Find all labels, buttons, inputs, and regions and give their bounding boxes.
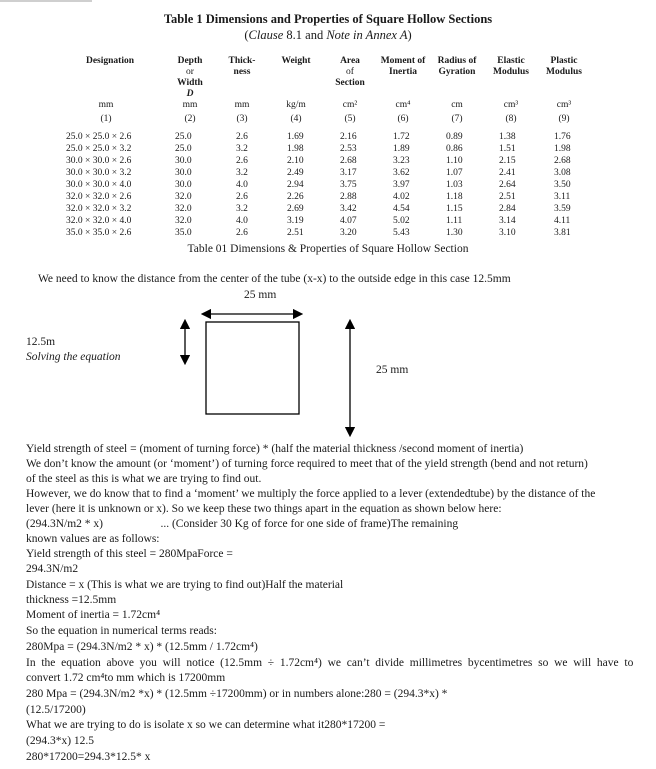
table-cell: 3.08: [554, 168, 571, 178]
table-cell: 1.03: [446, 180, 463, 190]
top-dimension-label: 25 mm: [244, 289, 277, 301]
table-cell: 30.0: [175, 168, 192, 178]
table-cell: 2.51: [287, 228, 304, 238]
body-line: 294.3N/m2: [26, 563, 79, 575]
table-cell: 2.6: [236, 156, 248, 166]
table-cell: 0.86: [446, 144, 463, 154]
solving-heading: Solving the equation: [26, 351, 121, 363]
table-cell: 3.75: [340, 180, 357, 190]
unit-cell: cm³: [503, 100, 519, 110]
table-cell: 4.02: [393, 192, 410, 202]
body-line: What we are trying to do is isolate x so we can determine what it280*17200 =: [26, 719, 386, 731]
table-cell: 1.18: [446, 192, 463, 202]
table-title: Table 1 Dimensions and Properties of Square Hollow Sections: [163, 12, 493, 26]
unit-cell: cm³: [556, 100, 572, 110]
table-cell: 3.50: [554, 180, 571, 190]
table-cell: 35.0: [175, 228, 192, 238]
table-cell: 30.0 × 30.0 × 3.2: [66, 168, 132, 178]
header-elastic: Elastic Modulus: [493, 56, 529, 77]
unit-cell: mm: [234, 100, 250, 110]
table-cell: 30.0: [175, 156, 192, 166]
table-cell: 32.0: [175, 204, 192, 214]
table-cell: 30.0 × 30.0 × 2.6: [66, 156, 132, 166]
table-cell: 3.11: [554, 192, 571, 202]
table-cell: 1.76: [554, 132, 571, 142]
table-cell: 25.0: [175, 132, 192, 142]
header-designation: Designation: [85, 56, 135, 66]
table-cell: 2.16: [340, 132, 357, 142]
column-number-cell: (5): [344, 114, 356, 124]
table-cell: 2.68: [554, 156, 571, 166]
body-line: convert 1.72 cm⁴to mm which is 17200mm: [26, 672, 226, 684]
column-number-cell: (1): [100, 114, 112, 124]
figure-intro: We need to know the distance from the center of the tube (x-x) to the outside edge in this case 12.5mm: [38, 273, 511, 285]
table-subtitle: (Clause 8.1 and Note in Annex A): [244, 28, 412, 42]
body-line: (294.3*x) 12.5: [26, 735, 95, 747]
body-line: We don’t know the amount (or ‘moment’) of turning force required to meet that of the yield strength (bend and not return): [26, 458, 588, 470]
table-cell: 35.0 × 35.0 × 2.6: [66, 228, 132, 238]
table-cell: 2.26: [287, 192, 304, 202]
header-area: Area of Section: [335, 56, 365, 88]
table-cell: 32.0: [175, 216, 192, 226]
right-dimension-label: 25 mm: [376, 364, 409, 376]
table-cell: 25.0 × 25.0 × 2.6: [66, 132, 132, 142]
table-cell: 32.0 × 32.0 × 2.6: [66, 192, 132, 202]
table-cell: 1.51: [499, 144, 516, 154]
header-moment: Moment of Inertia: [380, 56, 426, 77]
column-number-cell: (7): [451, 114, 463, 124]
table-cell: 30.0 × 30.0 × 4.0: [66, 180, 132, 190]
table-cell: 2.68: [340, 156, 357, 166]
table-cell: 3.23: [393, 156, 410, 166]
table-cell: 2.49: [287, 168, 304, 178]
table-cell: 3.42: [340, 204, 357, 214]
table-cell: 5.43: [393, 228, 410, 238]
column-number-cell: (8): [505, 114, 517, 124]
table-cell: 3.17: [340, 168, 357, 178]
column-number-cell: (4): [290, 114, 302, 124]
body-line: However, we do know that to find a ‘moment’ we multiply the force applied to a lever (extendedtube) by the distance of the: [26, 488, 596, 500]
body-line: known values are as follows:: [26, 533, 160, 545]
table-cell: 4.0: [236, 180, 248, 190]
table-cell: 1.07: [446, 168, 463, 178]
table-cell: 3.10: [499, 228, 516, 238]
body-line: So the equation in numerical terms reads:: [26, 625, 217, 637]
table-cell: 3.62: [393, 168, 410, 178]
table-cell: 1.72: [393, 132, 410, 142]
table-cell: 2.6: [236, 192, 248, 202]
body-line: Yield strength of this steel = 280MpaForce =: [26, 548, 233, 560]
table-cell: 3.20: [340, 228, 357, 238]
unit-cell: mm: [182, 100, 198, 110]
table-caption: Table 01 Dimensions & Properties of Square Hollow Section: [187, 243, 469, 255]
column-number-cell: (2): [184, 114, 196, 124]
body-line: thickness =12.5mm: [26, 594, 117, 606]
table-cell: 2.6: [236, 132, 248, 142]
square-section-diagram: [0, 300, 656, 460]
table-cell: 1.89: [393, 144, 410, 154]
header-weight: Weight: [281, 56, 311, 66]
table-cell: 4.0: [236, 216, 248, 226]
table-cell: 25.0 × 25.0 × 3.2: [66, 144, 132, 154]
table-cell: 2.6: [236, 228, 248, 238]
table-cell: 3.81: [554, 228, 571, 238]
table-cell: 3.14: [499, 216, 516, 226]
body-line: (294.3N/m2 * x) ... (Consider 30 Kg of force for one side of frame)The remaining: [26, 518, 459, 530]
body-line: Distance = x (This is what we are trying to find out)Half the material: [26, 579, 344, 591]
table-cell: 5.02: [393, 216, 410, 226]
table-cell: 2.53: [340, 144, 357, 154]
unit-cell: kg/m: [286, 100, 306, 110]
unit-cell: cm: [451, 100, 463, 110]
body-line: 280*17200=294.3*12.5* x: [26, 751, 151, 763]
header-radius: Radius of Gyration: [437, 56, 477, 77]
table-cell: 4.11: [554, 216, 571, 226]
table-cell: 1.69: [287, 132, 304, 142]
table-cell: 3.59: [554, 204, 571, 214]
header-thickness: Thick- ness: [228, 56, 256, 77]
table-cell: 3.97: [393, 180, 410, 190]
table-cell: 2.15: [499, 156, 516, 166]
body-line: Yield strength of steel = (moment of turning force) * (half the material thickness /second moment of inertia): [26, 443, 524, 455]
table-cell: 25.0: [175, 144, 192, 154]
table-cell: 1.98: [287, 144, 304, 154]
body-line: Moment of inertia = 1.72cm⁴: [26, 609, 161, 621]
table-cell: 2.64: [499, 180, 516, 190]
unit-cell: cm²: [342, 100, 358, 110]
table-cell: 32.0 × 32.0 × 4.0: [66, 216, 132, 226]
unit-cell: mm: [98, 100, 114, 110]
table-cell: 4.54: [393, 204, 410, 214]
column-number-cell: (6): [397, 114, 409, 124]
body-line: 280Mpa = (294.3N/m2 * x) * (12.5mm / 1.72cm⁴): [26, 641, 258, 653]
table-cell: 1.98: [554, 144, 571, 154]
table-cell: 3.2: [236, 144, 248, 154]
table-cell: 1.30: [446, 228, 463, 238]
half-thickness-label: 12.5m: [26, 336, 56, 348]
table-cell: 2.84: [499, 204, 516, 214]
table-cell: 3.2: [236, 168, 248, 178]
table-cell: 1.38: [499, 132, 516, 142]
table-cell: 2.88: [340, 192, 357, 202]
unit-cell: cm⁴: [395, 100, 411, 110]
table-cell: 1.15: [446, 204, 463, 214]
body-line: 280 Mpa = (294.3N/m2 *x) * (12.5mm ÷17200mm) or in numbers alone:280 = (294.3*x) *: [26, 688, 448, 700]
corner-mark: [0, 0, 92, 2]
table-cell: 32.0 × 32.0 × 3.2: [66, 204, 132, 214]
table-cell: 2.51: [499, 192, 516, 202]
header-plastic: Plastic Modulus: [546, 56, 582, 77]
body-line: of the steel as this is what we are trying to find out.: [26, 473, 262, 485]
header-depth: Depth or Width D: [177, 56, 203, 99]
table-cell: 3.19: [287, 216, 304, 226]
table-cell: 30.0: [175, 180, 192, 190]
table-cell: 32.0: [175, 192, 192, 202]
table-cell: 1.10: [446, 156, 463, 166]
table-cell: 0.89: [446, 132, 463, 142]
table-cell: 4.07: [340, 216, 357, 226]
body-line: (12.5/17200): [26, 704, 86, 716]
table-cell: 2.10: [287, 156, 304, 166]
body-line: In the equation above you will notice (12.5mm ÷ 1.72cm⁴) we can’t divide millimetres bycentimetres so we will have to: [26, 657, 634, 669]
body-line: lever (here it is unknown or x). So we keep these two things apart in the equation as shown below here:: [26, 503, 502, 515]
column-number-cell: (3): [236, 114, 248, 124]
table-cell: 3.2: [236, 204, 248, 214]
tube-cross-section: [206, 322, 299, 414]
column-number-cell: (9): [558, 114, 570, 124]
table-cell: 1.11: [446, 216, 463, 226]
table-cell: 2.41: [499, 168, 516, 178]
table-cell: 2.94: [287, 180, 304, 190]
table-cell: 2.69: [287, 204, 304, 214]
